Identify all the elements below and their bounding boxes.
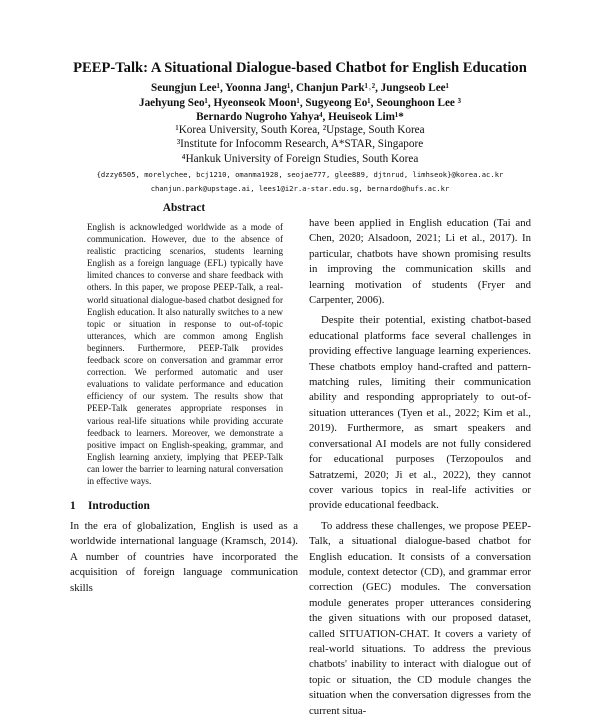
section-title: Introduction [88, 500, 150, 513]
email-list [40, 168, 560, 195]
author-line: Seungjun Lee¹, Yoonna Jang¹, Chanjun Park¹˒², Jungseob Lee¹ [151, 82, 449, 94]
paper-title: PEEP-Talk: A Situational Dialogue-based Chatbot for English Education [73, 60, 527, 76]
affiliation-line: ⁴Hankuk University of Foreign Studies, South Korea [181, 152, 419, 165]
section-heading-introduction [70, 500, 298, 512]
affiliation-line: ¹Korea University, South Korea, ²Upstage, South Korea [175, 124, 425, 136]
body-paragraph: have been applied in English education (Tai and Chen, 2020; Alsadoon, 2021; Li et al., 2017). In particular, chatbots have shown promising results in improving the communication skills and learning motivation of students (Fryer and Carpenter, 2006). [309, 217, 531, 307]
section-number: 1 [70, 500, 76, 513]
author-line: Jaehyung Seo¹, Hyeonseok Moon¹, Sugyeong Eo¹, Seounghoon Lee ³ [138, 96, 462, 109]
affiliation-list [40, 123, 560, 166]
body-paragraph: Despite their potential, existing chatbot-based educational platforms face several challenges in providing effective language learning experiences. These chatbots employ hand-crafted and pattern-matching rules, limiting their communication ability and responding appropriately to out-of-situation utterances (Tyen et al., 2022; Kim et al., 2019). Furthermore, as smart speakers and conversational AI models are not fully considered for educational purposes (Terzopoulos and Satratzemi, 2020; Ji et al., 2022), they cannot cover various topics in real-life activities or provide educational feedback. [309, 314, 531, 512]
author-list [40, 81, 560, 125]
left-column [70, 202, 298, 596]
right-column [309, 216, 531, 719]
email-line: chanjun.park@upstage.ai, lees1@i2r.a-star.edu.sg, bernardo@hufs.ac.kr [150, 183, 450, 193]
abstract-heading: Abstract [162, 202, 206, 214]
introduction-paragraph: In the era of globalization, English is used as a worldwide international language (Kramsch, 2014). A number of countries have incorporated the acquisition of foreign language communication skills [70, 520, 298, 594]
affiliation-line: ³Institute for Infocomm Research, A*STAR, Singapore [176, 138, 424, 151]
body-paragraph: To address these challenges, we propose PEEP-Talk, a situational dialogue-based chatbot for English education. It consists of a conversation module, context detector (CD), and grammar error correction (GEC) modules. The conversation module generates proper utterances considering the given situations with our proposed dataset, called SITUATION-CHAT. It covers a variety of real-world situations. To address the previous chatbots' inability to interact with dialogue out of topic or situation, the CD module changes the situation when the conversation digresses from the current situa- [309, 519, 531, 717]
author-line: Bernardo Nugroho Yahya⁴, Heuiseok Lim¹* [196, 111, 404, 123]
email-line: {dzzy6505, morelychee, bcj1210, omanma1928, seojae777, glee889, djtnrud, limhseok}@korea.ac.kr [96, 170, 504, 179]
abstract-text: English is acknowledged worldwide as a mode of communication. However, due to the absence of realistic practicing scenarios, students learning English as a foreign language (EFL) typically have limited chances to converse and share feedback with others. In this paper, we propose PEEP-Talk, a real-world situational dialogue-based chatbot designed for English education. It also naturally switches to a new topic or situation in response to out-of-topic utterances, which are common among English beginners. Furthermore, PEEP-Talk provides feedback score on conversation and grammar error correction. We performed automatic and user evaluations to validate performance and education efficiency of our system. The results show that PEEP-Talk generates appropriate responses in various real-life situations while providing accurate feedback to learners. Moreover, we demonstrate a positive impact on English-speaking, grammar, and English learning anxiety, implying that PEEP-Talk can lower the barrier to learning natural conversation in effective ways. [87, 222, 283, 486]
